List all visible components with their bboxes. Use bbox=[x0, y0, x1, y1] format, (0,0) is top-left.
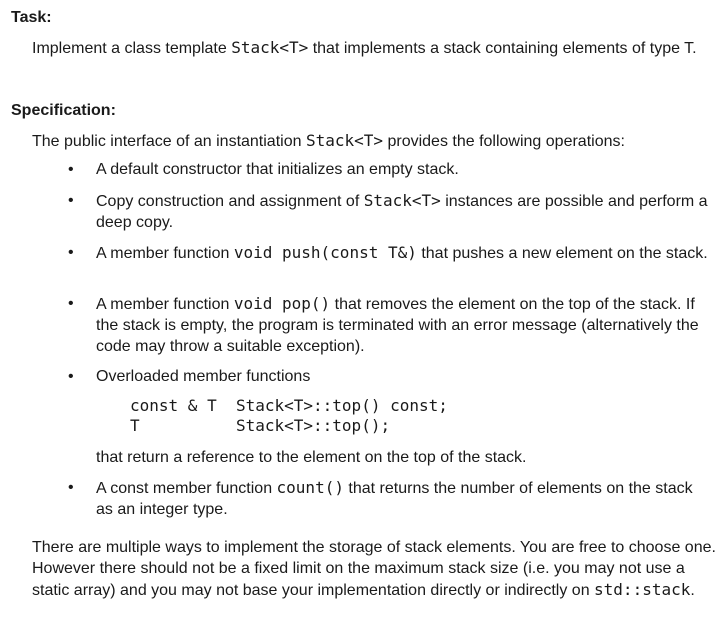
task-text-1: Implement a class template bbox=[32, 40, 232, 57]
bullet-code: void push(const T&) bbox=[233, 243, 417, 262]
spec-intro-code: Stack<T> bbox=[305, 131, 384, 150]
spec-intro-text-1: The public interface of an instantiation bbox=[32, 133, 306, 150]
bullet-text-part: instances are possible and perform a deep copy. bbox=[96, 193, 708, 231]
code-line-top-const: const & T Stack<T>::top() const; bbox=[130, 396, 448, 415]
bullet-code: count() bbox=[276, 478, 344, 497]
bullet-text bbox=[96, 242, 712, 264]
bullet-code: Stack<T> bbox=[363, 191, 441, 210]
bullet-icon: • bbox=[68, 161, 74, 178]
bullet-icon: • bbox=[68, 244, 74, 261]
bullet-icon: • bbox=[68, 368, 74, 385]
bullet-text-part: that removes the element on the top of the stack. If the stack is empty, the program is terminated with an error message (alternatively the code may throw a suitable exception). bbox=[96, 296, 699, 355]
bullet-text-part: A member function bbox=[96, 296, 234, 313]
bullet-icon: • bbox=[68, 192, 74, 209]
bullet-text-part: that pushes a new element on the stack. bbox=[416, 245, 708, 262]
spec-intro-text-2: provides the following operations: bbox=[383, 133, 625, 150]
bullet-text-part: A const member function bbox=[96, 480, 277, 497]
storage-note-code: std::stack bbox=[594, 580, 691, 599]
bullet-text bbox=[96, 190, 712, 233]
code-line-top: T Stack<T>::top(); bbox=[130, 416, 391, 435]
storage-note bbox=[32, 537, 716, 601]
specification-intro bbox=[32, 130, 722, 152]
task-code-stack: Stack<T> bbox=[231, 38, 309, 57]
bullet-icon: • bbox=[68, 295, 74, 312]
task-text-2: that implements a stack containing elements of type T. bbox=[308, 40, 697, 57]
specification-heading: Specification: bbox=[11, 102, 116, 119]
bullet-text bbox=[96, 293, 712, 357]
storage-note-text: There are multiple ways to implement the storage of stack elements. You are free to choose one. However there should not be a fixed limit on the maximum stack size (i.e. you may not use a static array) and you may not base your implementation directly or indirectly on bbox=[32, 539, 716, 599]
bullet-text: Overloaded member functions bbox=[96, 368, 311, 385]
bullet-text-part: that returns the number of elements on the stack as an integer type. bbox=[96, 480, 693, 518]
top-description: that return a reference to the element on the top of the stack. bbox=[96, 449, 527, 466]
storage-note-end: . bbox=[690, 582, 695, 599]
bullet-code: void pop() bbox=[233, 294, 331, 313]
bullet-text: A default constructor that initializes an empty stack. bbox=[96, 161, 459, 178]
bullet-text-part: Copy construction and assignment of bbox=[96, 193, 364, 210]
bullet-text bbox=[96, 477, 712, 520]
task-heading: Task: bbox=[11, 9, 52, 26]
bullet-icon: • bbox=[68, 479, 74, 496]
bullet-text-part: A member function bbox=[96, 245, 234, 262]
task-description bbox=[32, 37, 722, 59]
